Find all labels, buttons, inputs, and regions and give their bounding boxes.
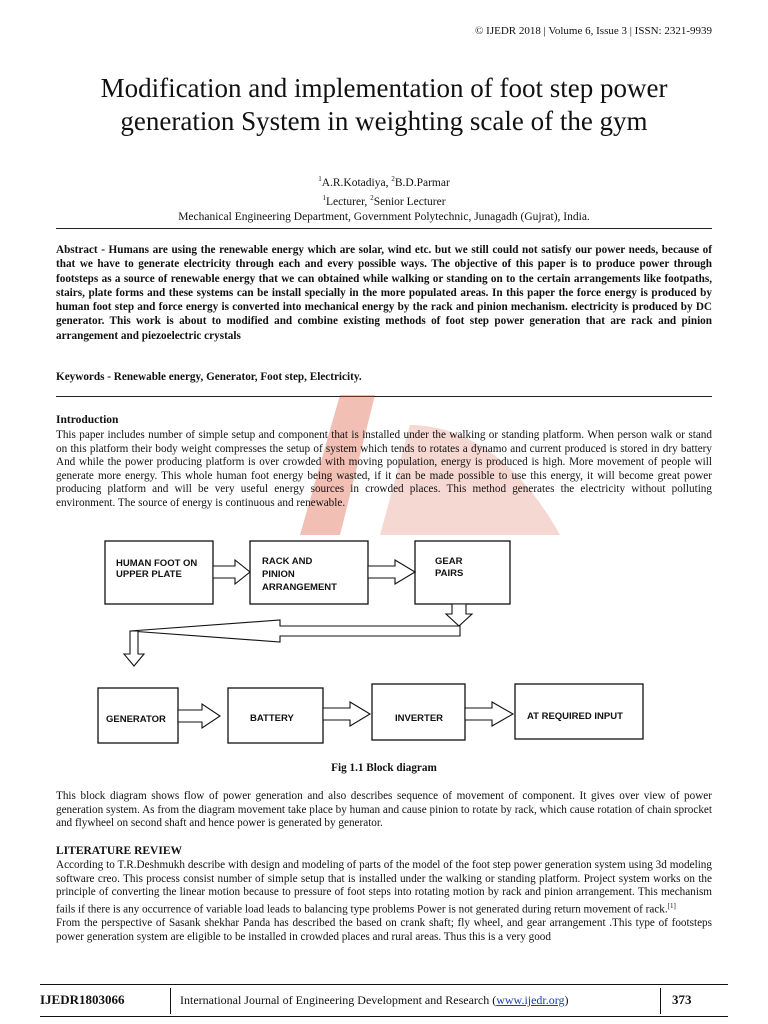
arrow-down-to-generator <box>124 631 144 666</box>
divider-rule <box>56 228 712 229</box>
arrow-inverter-to-output <box>465 702 513 726</box>
author2: B.D.Parmar <box>394 176 450 189</box>
author-roles <box>0 191 768 210</box>
page-number: 373 <box>672 992 692 1007</box>
author2-sup: 2 <box>391 175 395 183</box>
arrow-rack-to-gear <box>368 560 415 584</box>
label-generator: GENERATOR <box>106 714 166 725</box>
label-rack-3: ARRANGEMENT <box>262 582 337 593</box>
author-block <box>0 172 768 225</box>
label-gear-2: PAIRS <box>435 568 464 579</box>
literature-heading: LITERATURE REVIEW <box>56 845 182 857</box>
role1: Lecturer, <box>325 195 371 208</box>
label-human-foot-2: UPPER PLATE <box>116 569 182 580</box>
title-line-1: Modification and implementation of foot step power <box>100 73 668 103</box>
label-inverter: INVERTER <box>395 713 444 724</box>
journal-end: ) <box>564 993 569 1007</box>
journal-citation: © IJEDR 2018 | Volume 6, Issue 3 | ISSN: 2321-9939 <box>475 25 712 37</box>
title-line-2: generation System in weighting scale of the gym <box>120 106 648 136</box>
citation-ref: [1] <box>667 901 676 910</box>
journal-link[interactable]: www.ijedr.org <box>496 993 565 1007</box>
box-inverter <box>372 684 465 740</box>
label-rack-2: PINION <box>262 569 295 580</box>
author-names <box>0 172 768 191</box>
label-battery: BATTERY <box>250 713 294 724</box>
label-required-input: AT REQUIRED INPUT <box>527 711 623 722</box>
paper-title <box>30 72 738 138</box>
footer-rule-top <box>40 984 728 985</box>
label-rack-1: RACK AND <box>262 556 313 567</box>
author1-sup: 1 <box>318 175 322 183</box>
introduction-text: This paper includes number of simple setup and component that is installed under the walking or standing platform. When person walk or stand on this platform their body weight compresses the setup of system which tends to rotates a dynamo and current produced is stored in dry battery And while the power producing platform is over crowded with moving population, energy is produced is high. More movement of people will generate more energy. This whole human foot energy being wasted, if it can be made possible to use this energy, it will become great power producing platform and will be very useful energy sources in crowded places. This method generates the electricity without polluting environment. The source of energy is continuous and renewable. <box>56 429 712 509</box>
diagram-explanation: This block diagram shows flow of power generation and also describes sequence of movement of component. It gives over view of power generation system. As from the diagram movement take place by human and cause pinion to rotate by rack, which cause rotation of chain sprocket and flywheel on second shaft and hence power is generated by generator. <box>56 790 712 830</box>
role2-sup: 2 <box>370 193 374 202</box>
literature-para-1: According to T.R.Deshmukh describe with design and modeling of parts of the model of the foot step power generation system using 3d modeling software creo. This process consist number of simple setup that is installed under the walking or standing platform. Project system works on the principle of converting the linear motion because to pressure of foot steps into rotating motion by rack and pinion arrangement. This mechanism fails if there is any occurrence of variable load leads to balancing type problems Power is not generated during return movement of rack. <box>56 859 712 916</box>
introduction-heading: Introduction <box>56 414 119 426</box>
arrow-foot-to-rack <box>213 560 250 584</box>
arrow-feedback-left <box>130 620 460 642</box>
footer-divider <box>170 988 171 1014</box>
literature-para-2: From the perspective of Sasank shekhar Panda has described the based on crank shaft; fly wheel, and gear arrangement .This type of footsteps power generation system are eligible to be installed in crowded places and rural areas. Thus this is a very good <box>56 917 712 943</box>
paper-id: IJEDR1803066 <box>40 992 125 1007</box>
footer-journal <box>180 993 569 1008</box>
figure-caption: Fig 1.1 Block diagram <box>331 762 437 774</box>
role2: Senior Lecturer <box>373 195 446 208</box>
keywords: Keywords - Renewable energy, Generator, Foot step, Electricity. <box>56 371 362 383</box>
arrow-generator-to-battery <box>178 704 220 728</box>
literature-text <box>56 859 712 944</box>
author1: A.R.Kotadiya, <box>321 176 392 189</box>
footer-rule-bottom <box>40 1016 728 1017</box>
block-diagram <box>90 536 660 746</box>
journal-name: International Journal of Engineering Development and Research ( <box>180 993 497 1007</box>
abstract: Abstract - Humans are using the renewable energy which are solar, wind etc. but we still could not satisfy our power needs, because of that we have to generate electricity through each and every possible ways. The objective of this paper is to produce power through footsteps as a source of renewable energy that we can obtained while walking or standing on to the certain arrangements like footpaths, stairs, plate forms and these systems can be install specially in the more populated areas. In this paper the force energy is produced by human foot step and force energy is converted into mechanical energy by the rack and pinion mechanism. electricity is produced by DC generator. This work is about to modified and combine existing methods of foot step power generation that are rack and pinion arrangement and piezoelectric crystals <box>56 244 712 342</box>
arrow-battery-to-inverter <box>323 702 370 726</box>
label-gear-1: GEAR <box>435 556 463 567</box>
affiliation: Mechanical Engineering Department, Government Polytechnic, Junagadh (Gujrat), India. <box>178 210 590 223</box>
footer-divider-2 <box>660 988 661 1014</box>
arrow-gear-down <box>446 604 472 626</box>
role1-sup: 1 <box>322 193 326 202</box>
label-human-foot-1: HUMAN FOOT ON <box>116 558 198 569</box>
